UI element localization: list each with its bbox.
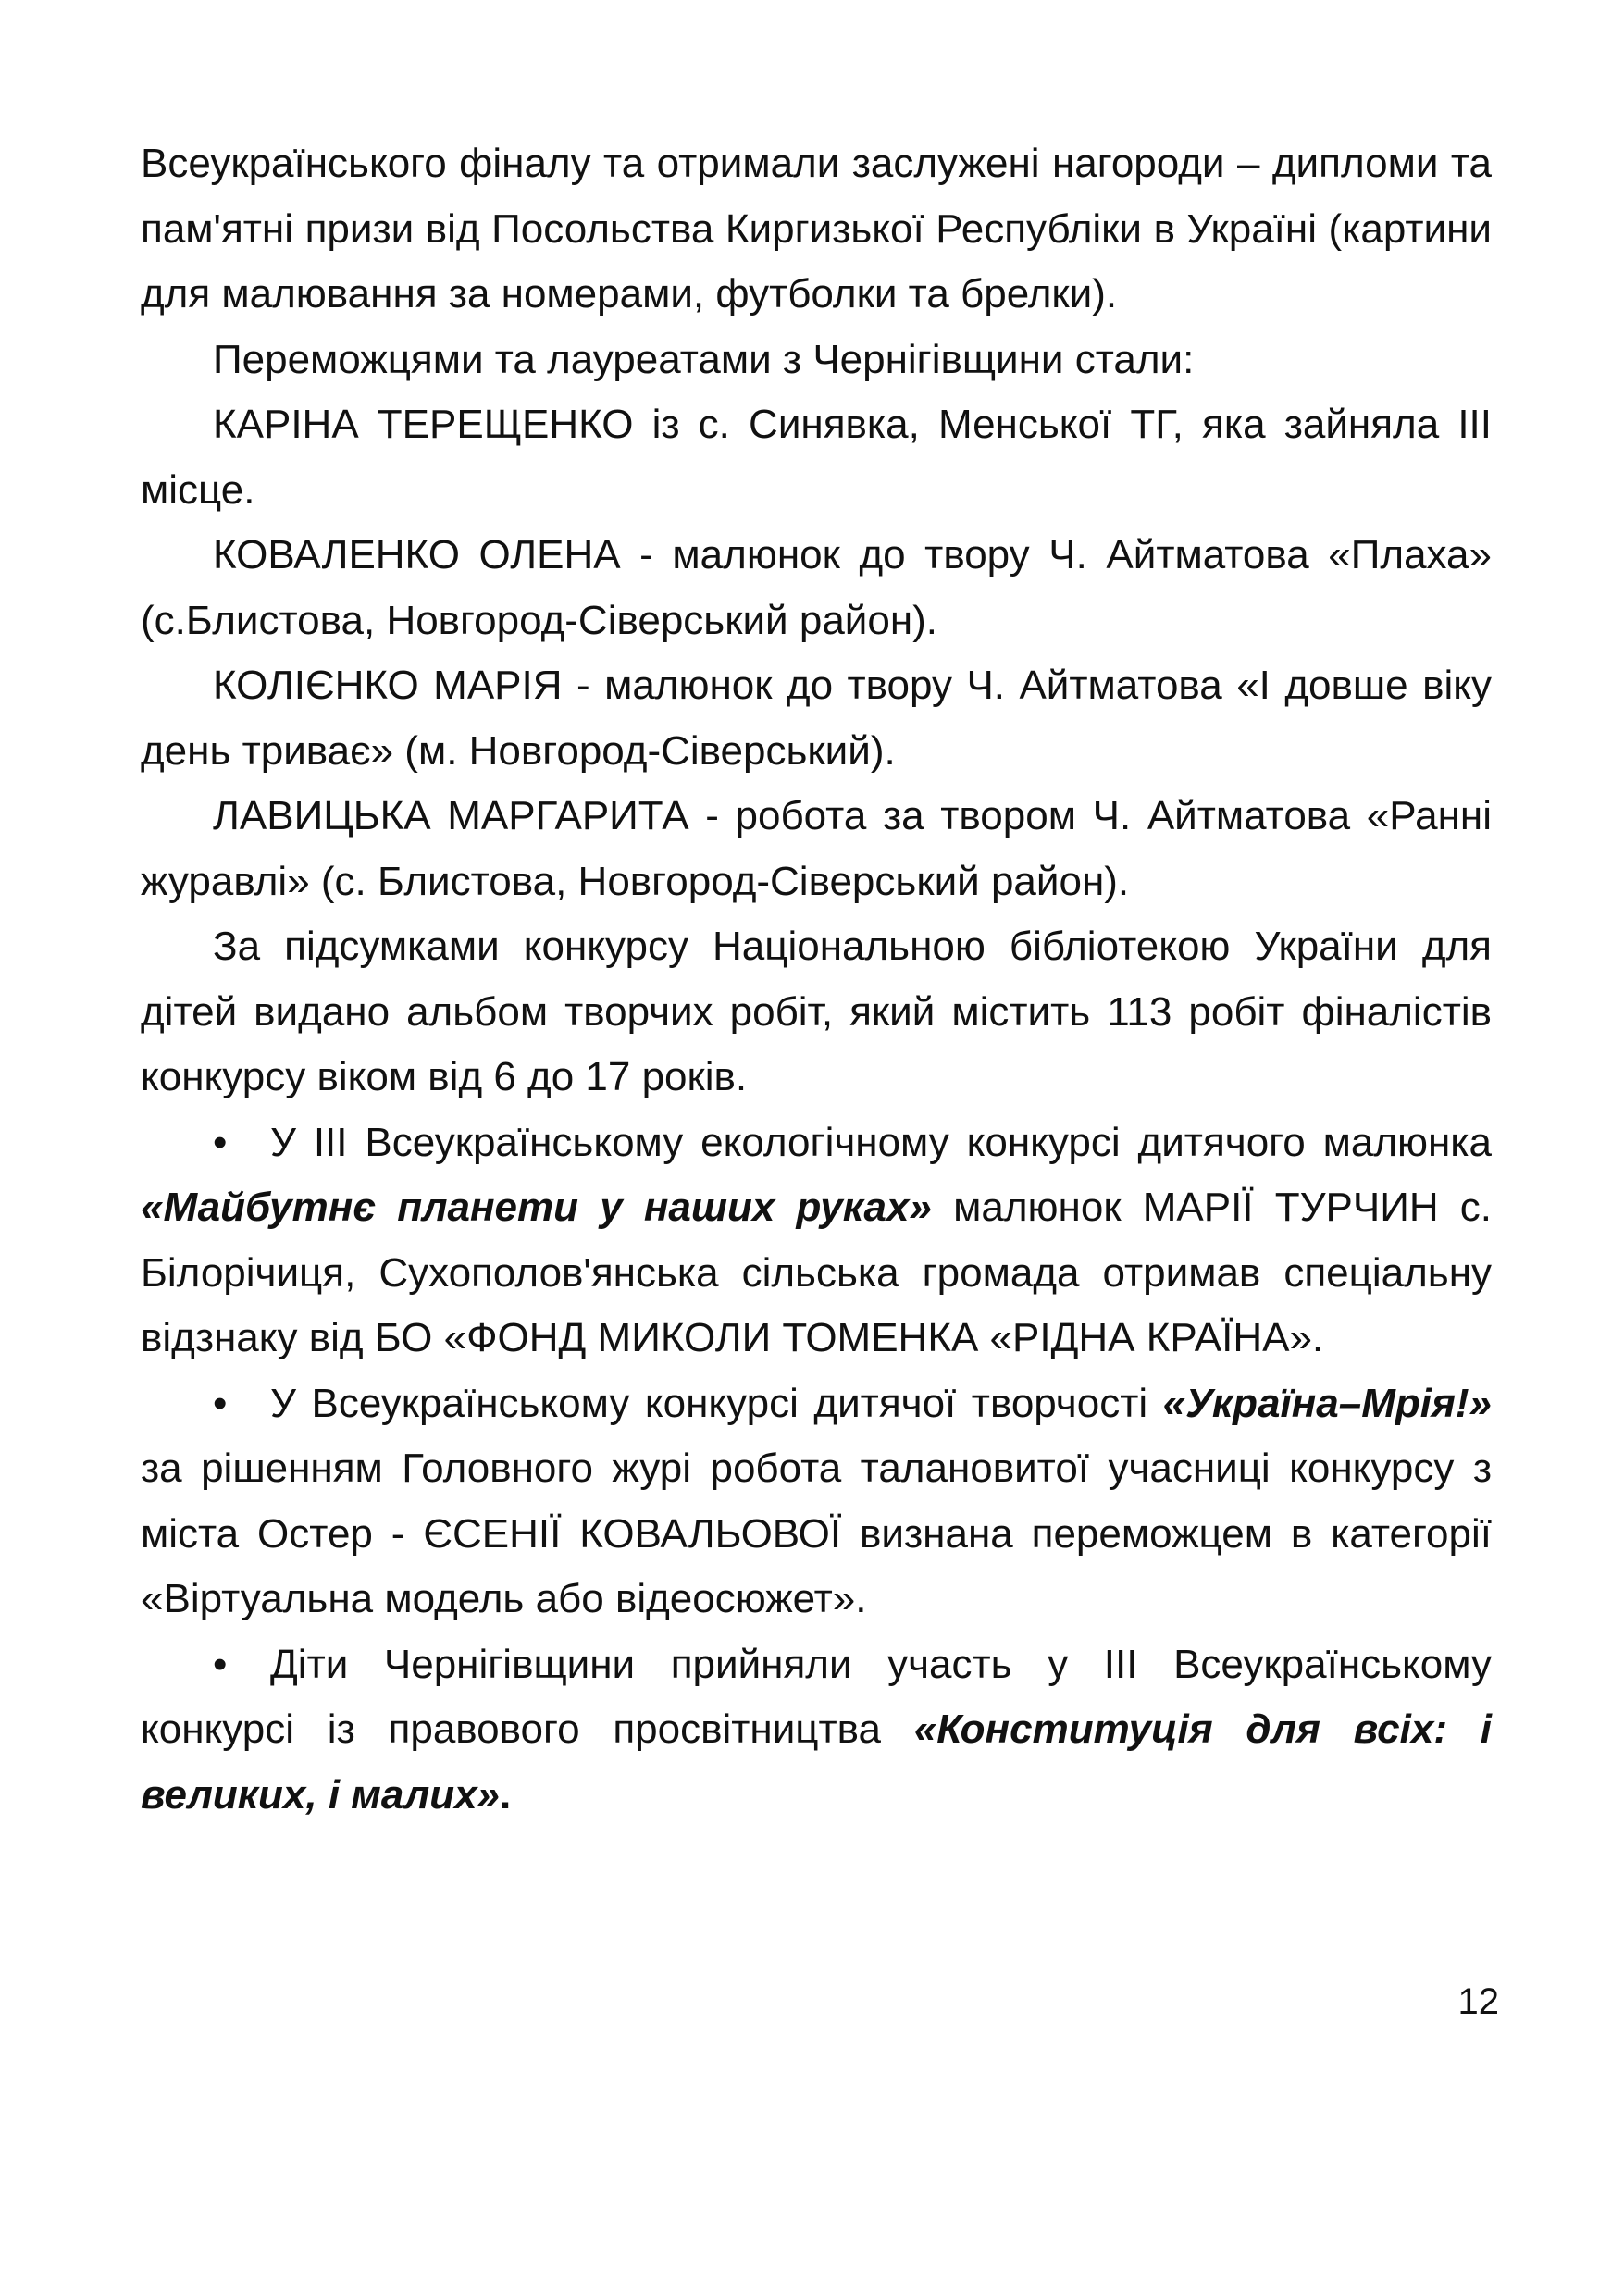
paragraph-album-summary: За підсумками конкурсу Національною бібліотекою України для дітей видано альбом творчих робіт, який містить 113 робіт фіналістів конкурсу віком від 6 до 17 років. <box>141 924 1492 1099</box>
bullet-marker: • <box>213 1380 228 1426</box>
paragraph-final-awards: Всеукраїнського фіналу та отримали заслужені нагороди – дипломи та пам'ятні призи від Посольства Киргизької Республіки в Україні (картини для малювання за номерами, футболки та брелки). <box>141 141 1492 316</box>
bullet-item-constitution-contest <box>141 1632 1492 1829</box>
bullet-text-after: малюнок МАРІЇ ТУРЧИН с. Білорічиця, Сухополов'янська сільська громада отримав спеціальну відзнаку від БО «ФОНД МИКОЛИ ТОМЕНКА «РІДНА КРАЇНА». <box>141 1185 1492 1360</box>
contest-title: «Майбутнє планети у наших руках» <box>141 1185 932 1230</box>
document-page <box>141 131 1492 1828</box>
paragraph-winner-kovalenko: КОВАЛЕНКО ОЛЕНА - малюнок до твору Ч. Айтматова «Плаха» (с.Блистова, Новгород-Сіверський район). <box>141 532 1492 643</box>
bullet-item-ecology-contest <box>141 1111 1492 1371</box>
paragraph-winner-koliienko: КОЛІЄНКО МАРІЯ - малюнок до твору Ч. Айтматова «І довше віку день триває» (м. Новгород-Сіверський). <box>141 663 1492 774</box>
page-number: 12 <box>1457 1981 1499 2022</box>
bullet-text-before: У Всеукраїнському конкурсі дитячої творчості <box>270 1380 1163 1426</box>
bullet-marker: • <box>213 1119 228 1165</box>
paragraph-winners-intro: Переможцями та лауреатами з Чернігівщини стали: <box>213 336 1195 382</box>
bullet-text-after: за рішенням Головного журі робота талановитої учасниці конкурсу з міста Остер - ЄСЕНІЇ КОВАЛЬОВОЇ визнана переможцем в категорії «Віртуальна модель або відеосюжет». <box>141 1446 1492 1621</box>
bullet-text-before: Діти Чернігівщини прийняли участь у ІІІ Всеукраїнському конкурсі із правового просвітництва <box>141 1641 1492 1752</box>
contest-title: «Україна–Мрія!» <box>1162 1380 1492 1426</box>
contest-title: «Конституція для всіх: і великих, і малих» <box>141 1706 1492 1818</box>
paragraph-winner-tereshchenko: КАРІНА ТЕРЕЩЕНКО із с. Синявка, Менської ТГ, яка зайняла ІІІ місце. <box>141 402 1492 513</box>
bullet-marker: • <box>213 1641 228 1687</box>
paragraph-winner-lavytska: ЛАВИЦЬКА МАРГАРИТА - робота за твором Ч. Айтматова «Ранні журавлі» (с. Блистова, Новгород-Сіверський район). <box>141 793 1492 904</box>
bullet-text-after: . <box>500 1771 512 1818</box>
bullet-item-creativity-contest <box>141 1371 1492 1632</box>
bullet-text-before: У ІІІ Всеукраїнському екологічному конкурсі дитячого малюнка <box>270 1119 1492 1165</box>
